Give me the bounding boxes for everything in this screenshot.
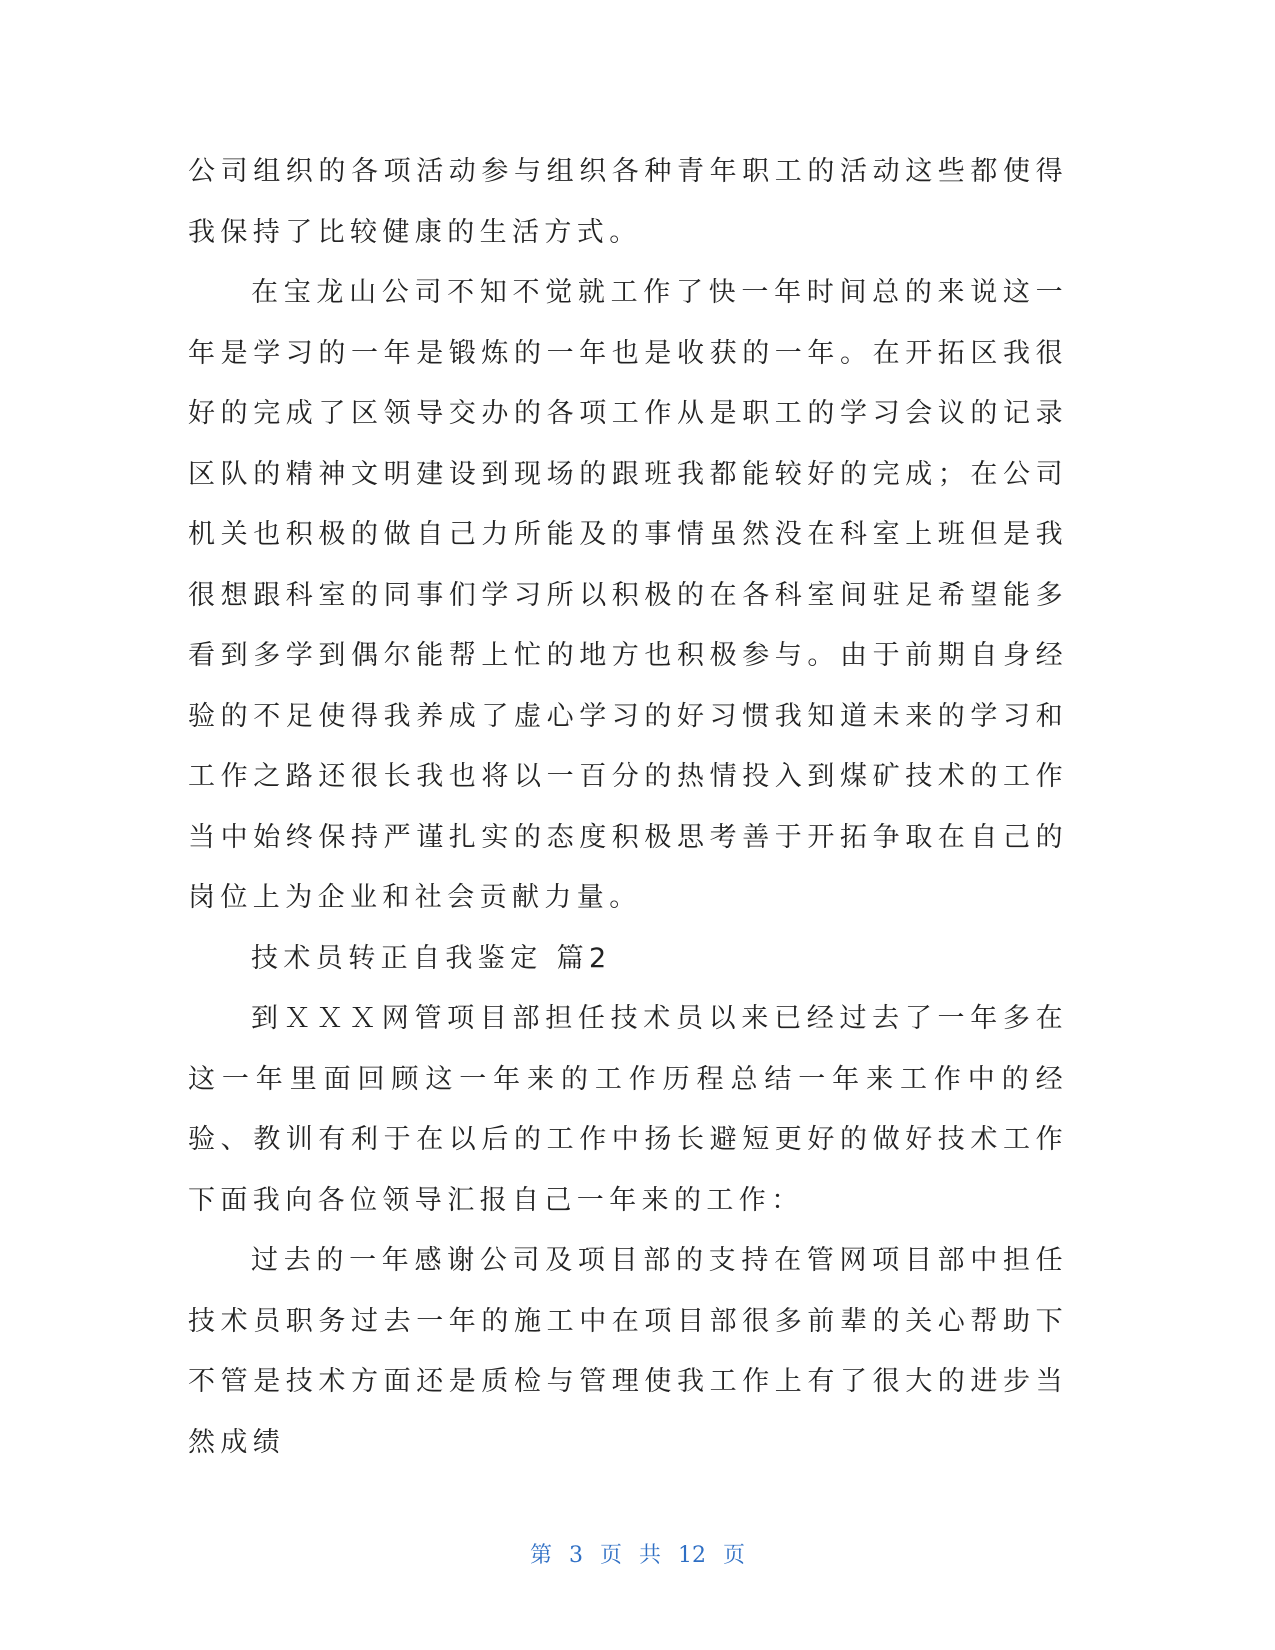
section-heading: 技术员转正自我鉴定 篇2 <box>251 942 612 974</box>
page-number-footer: 第 3 页 共 12 页 <box>530 1543 745 1568</box>
paragraph-3: 到ＸＸＸ网管项目部担任技术员以来已经过去了一年多在这一年里面回顾这一年来的工作历程总结一年来工作中的经验、教训有利于在以后的工作中扬长避短更好的做好技术工作下面我向各位领导汇报自己一年来的工作： <box>188 1003 1068 1216</box>
body-text <box>188 142 1068 1473</box>
paragraph-1: 公司组织的各项活动参与组织各种青年职工的活动这些都使得我保持了比较健康的生活方式。 <box>188 156 1068 248</box>
paragraph-2: 在宝龙山公司不知不觉就工作了快一年时间总的来说这一年是学习的一年是锻炼的一年也是收获的一年。在开拓区我很好的完成了区领导交办的各项工作从是职工的学习会议的记录区队的精神文明建设到现场的跟班我都能较好的完成；在公司机关也积极的做自己力所能及的事情虽然没在科室上班但是我很想跟科室的同事们学习所以积极的在各科室间驻足希望能多看到多学到偶尔能帮上忙的地方也积极参与。由于前期自身经验的不足使得我养成了虚心学习的好习惯我知道未来的学习和工作之路还很长我也将以一百分的热情投入到煤矿技术的工作当中始终保持严谨扎实的态度积极思考善于开拓争取在自己的岗位上为企业和社会贡献力量。 <box>188 277 1068 913</box>
paragraph-4: 过去的一年感谢公司及项目部的支持在管网项目部中担任技术员职务过去一年的施工中在项目部很多前辈的关心帮助下不管是技术方面还是质检与管理使我工作上有了很大的进步当然成绩 <box>188 1245 1068 1458</box>
